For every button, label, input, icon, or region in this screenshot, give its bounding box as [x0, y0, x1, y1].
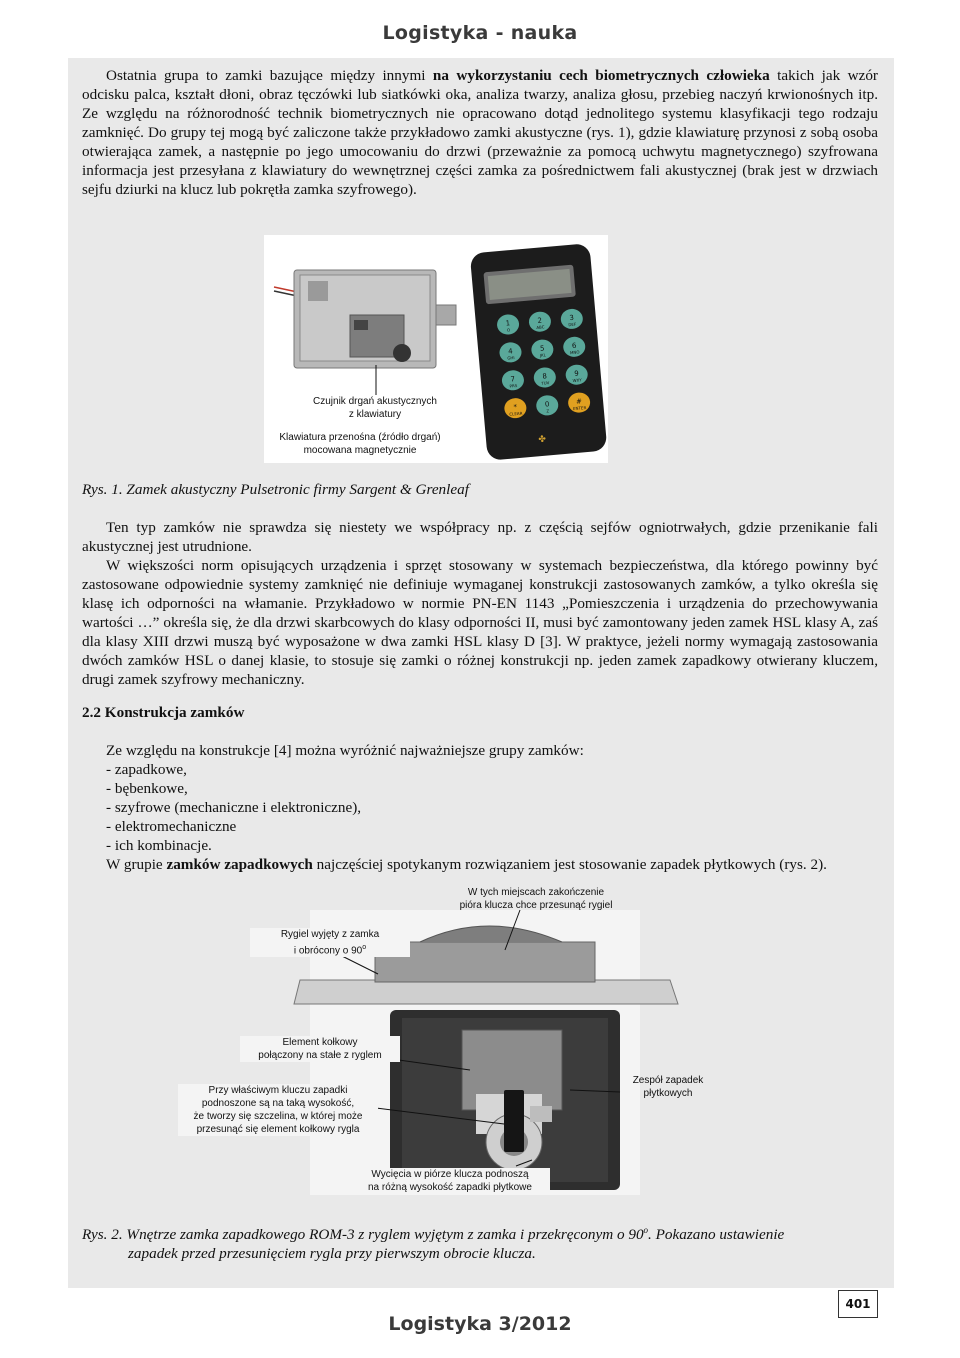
paragraph-biometric	[82, 66, 878, 199]
section-heading: 2.2 Konstrukcja zamków	[82, 704, 245, 721]
keypad-key-number: #	[575, 397, 583, 406]
list-item: - szyfrowe (mechaniczne i elektroniczne),	[106, 799, 362, 816]
keypad-key-number: 2	[537, 316, 543, 325]
list-item: - ich kombinacje.	[106, 837, 212, 854]
acoustic-lock-photo	[264, 235, 608, 463]
paragraph-lever-locks	[106, 855, 902, 874]
figure2-label-correct-key: Przy właściwym kluczu zapadki podnoszone są na taką wysokość, że tworzy się szczelina, w której może przesunąć się element kołkowy rygla	[178, 1084, 378, 1136]
keypad-key-number: 6	[571, 341, 577, 350]
keypad-key-letters: PRS	[509, 382, 518, 389]
page-header-title: Logistyka - nauka	[382, 22, 578, 44]
figure2-label-lever-pack: Zespół zapadek płytkowych	[632, 1075, 704, 1099]
list-item: - elektromechaniczne	[106, 818, 237, 835]
paragraph-text: najczęściej spotykanym rozwiązaniem jest stosowanie zapadek płytkowych (rys. 2).	[312, 856, 827, 873]
paragraph-text: Ostatnia grupa to zamki bazujące między innymi	[106, 67, 433, 84]
paragraph-standards: W większości norm opisujących urządzenia i sprzęt stosowany w systemach bezpieczeństwa, dla którego powinny być zastosowane odpowiednie systemy zamknięć nie definiuje wymaganej konstrukcji zastosowanych zamków, a tylko określa się klasę ich odporności na włamanie. Przykładowo w normie PN-EN 1143 „Pomieszczenia i urządzenia do przechowywania wartości …” określa się, że dla drzwi skarbcowych do klasy odporności II, musi być zamontowany jeden zamek HSL klasy A, zaś dla klasy XIII drzwi muszą być wyposażone w dwa zamki HSL klasy D [3]. W praktyce, jeżeli normy wymagają zastosowania dwóch zamków HSL o danej klasie, to stosuje się zamki o różnej konstrukcji np. jeden zamek zapadkowy otwierany kluczem, drugi zamek szyfrowy mechaniczny.	[82, 557, 878, 688]
keypad-key-number: *	[513, 403, 518, 412]
svg-text:✤: ✤	[538, 434, 547, 446]
keypad-key-number: 3	[569, 313, 575, 323]
keypad-key-number: 9	[574, 369, 580, 378]
paragraph-bold-text: zamków zapadkowych	[166, 856, 313, 873]
keypad-key-letters: ENTER	[572, 405, 587, 412]
figure-lever-lock	[170, 880, 770, 1200]
keypad-key-number: 7	[510, 375, 516, 384]
paragraph-acoustic-limits: Ten typ zamków nie sprawdza się niestety we współpracy np. z częścią sejfów ogniotrwałych, gdzie przenikanie fali akustycznej jest utrudnione.	[82, 519, 878, 555]
keypad-key-number: 0	[544, 400, 550, 409]
figure-acoustic-lock	[264, 235, 608, 463]
figure1-caption: Rys. 1. Zamek akustyczny Pulsetronic firmy Sargent & Grenleaf	[82, 481, 469, 498]
figure2-label-key-cuts: Wycięcia w piórze klucza podnoszą na różną wysokość zapadki płytkowe	[350, 1168, 550, 1194]
page-number: 401	[838, 1290, 878, 1318]
keypad-key-letters: MNO	[569, 349, 580, 356]
keypad-key-letters: WXY	[572, 377, 582, 384]
figure1-label-sensor: Czujnik drgań akustycznych z klawiatury	[313, 396, 437, 420]
keypad-key-letters: ABC	[536, 324, 545, 331]
keypad-key-number: 8	[542, 372, 548, 381]
keypad-key-number: 4	[507, 347, 513, 356]
lock-group-list	[106, 760, 902, 855]
keypad-key-letters: TUV	[541, 380, 550, 386]
keypad-key-letters: GHI	[507, 355, 515, 361]
keypad-key-letters: DEF	[568, 321, 577, 328]
figure2-label-key-tip: W tych miejscach zakończenie pióra klucza chce przesunąć rygiel	[459, 887, 613, 911]
figure1-label-keypad: Klawiatura przenośna (źródło drgań) mocowana magnetycznie	[279, 432, 441, 456]
list-item: - zapadkowe,	[106, 761, 187, 778]
list-item: - bębenkowe,	[106, 780, 188, 797]
keypad-key-number: 1	[505, 319, 511, 328]
figure2-caption: Rys. 2. Wnętrze zamka zapadkowego ROM-3 z ryglem wyjętym z zamka i przekręconym o 90$^o$. Pokazano ustawienie zapadek przed przesunięciem rygla przy pierwszym obrocie klucza.	[82, 1225, 785, 1263]
paragraph-lock-groups: Ze względu na konstrukcje [4] można wyróżnić najważniejsze grupy zamków:	[106, 742, 584, 759]
paragraph-text: takich jak wzór odcisku palca, kształt dłoni, obraz tęczówki lub siatkówki oka, analiza twarzy, analiza głosu, przebieg naczyń krwionośnych itp. Ze względu na różnorodność technik biometrycznych nie opracowano dotąd jednolitego systemu klasyfikacji tego rodzaju zamknięć. Do grupy tej mogą być zaliczone także przykładowo zamki akustyczne (rys. 1), gdzie klawiaturę przynosi z sobą osoba otwierająca zamek, a następnie po jego umocowaniu do drzwi (przeważnie za pomocą uchwytu magnetycznego) szyfrowana informacja jest przesyłana z klawiatury do wewnętrznej części zamka za pośrednictwem fali akustycznej (brak jest w drzwiach sejfu dziurki na klucz lub pokrętła zamka szyfrowego).	[82, 67, 878, 198]
paragraph-bold-text: na wykorzystaniu cech biometrycznych człowieka	[432, 67, 770, 84]
keypad-key-letters: JKL	[539, 352, 547, 358]
keypad-key-letters: CLEAR	[509, 410, 523, 417]
keypad-key-letters: Z	[546, 408, 550, 414]
keypad-key-number: 5	[539, 344, 545, 353]
journal-footer: Logistyka 3/2012	[388, 1313, 572, 1335]
figure2-label-bolt: Rygiel wyjęty z zamka i obrócony o 90$^o$	[250, 928, 410, 957]
figure2-label-pin: Element kołkowy połączony na stałe z ryglem	[240, 1036, 400, 1062]
keypad-key-letters: O	[506, 327, 511, 333]
paragraph-text: W grupie	[106, 856, 167, 873]
